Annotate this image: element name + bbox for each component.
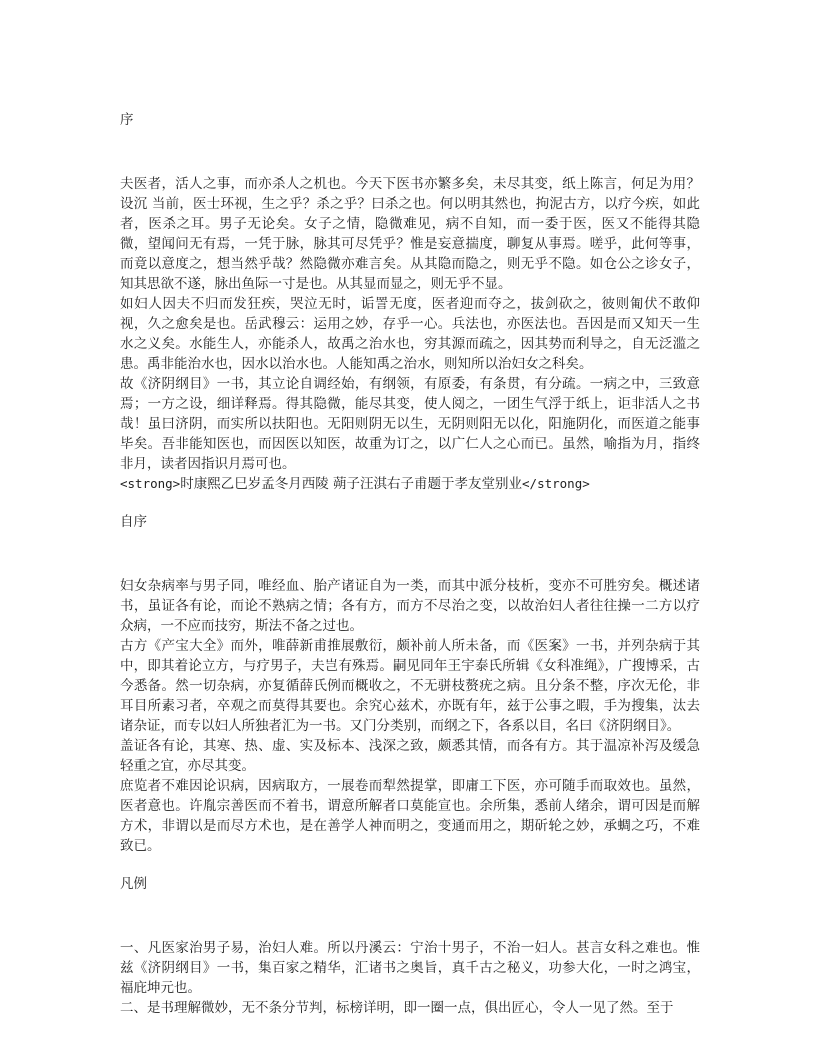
preface-signature [120, 474, 700, 494]
document-page [120, 110, 700, 1018]
preface-paragraph-1: 夫医者，活人之事，而亦杀人之机也。今天下医书亦繁多矣，未尽其变，纸上陈言，何足为用？设沉 当前，医士环视，生之乎？杀之乎？曰杀之也。何以明其然也，拘泥古方，以疗今疾，如此者，医杀之耳。男子无论矣。女子之情，隐微难见，病不自知，而一委于医，医又不能得其隐微，望闻问无有焉，一凭于脉，脉其可尽凭乎？惟是妄意揣度，聊复从事焉。嗟乎，此何等事，而竟以意度之，想当然乎哉？然隐微亦难言矣。从其隐而隐之，则无乎不隐。如仓公之诊女子，知其思欲不遂，脉出鱼际一寸是也。从其显而显之，则无乎不显。 [120, 176, 700, 292]
author-preface-paragraph-4: 庶览者不难因论识病，因病取方，一展卷而犁然提掌，即庸工下医，亦可随手而取效也。虽然，医者意也。许胤宗善医而不着书，谓意所解者口莫能宣也。余所集，悉前人绪余，谓可因是而解方术，非谓以是而尽方术也，是在善学人神而明之，变通而用之，期斫轮之妙，承蜩之巧，不难致已。 [120, 778, 700, 854]
signature-text: 时康熙乙巳岁孟冬月西陵 蒴子汪淇右子甫题于孝友堂别业 [180, 476, 523, 492]
preface-paragraph-2: 如妇人因夫不归而发狂疾，哭泣无时，诟詈无度，医者迎而夺之，拔剑砍之，彼则匍伏不敢仰视，久之愈矣是也。岳武穆云：运用之妙，存乎一心。兵法也，亦医法也。吾因是而又知天一生水之义矣。水能生人，亦能杀人，故禹之治水也，穷其源而疏之，因其势而利导之，自无泛滥之患。禹非能治水也，因水以治水也。人能知禹之治水，则知所以治妇女之科矣。 [120, 296, 700, 372]
preface-paragraph-3: 故《济阴纲目》一书，其立论自调经始，有纲领，有原委，有条贯，有分疏。一病之中，三致意焉；一方之设，细详释焉。得其隐微，能尽其变，使人阅之，一团生气浮于纸上，讵非活人之书哉！虽曰济阴，而实所以扶阳也。无阳则阴无以生，无阴则阳无以化，阳施阴化，而医道之能事毕矣。吾非能知医也，而因医以知医，故重为订之，以广仁人之心而已。虽然，喻指为月，指终非月，读者因指识月焉可也。 [120, 376, 700, 472]
signature-close-tag: </strong> [522, 476, 590, 491]
spacer [120, 856, 700, 874]
spacer [120, 894, 700, 938]
author-preface-paragraph-1: 妇女杂病率与男子同，唯经血、胎产诸证自为一类，而其中派分枝析，变亦不可胜穷矣。概述诸书，虽证各有论，而论不熟病之情；各有方，而方不尽治之变，以故治妇人者往往操一二方以疗众病，一不应而技穷，斯法不备之过也。 [120, 578, 700, 634]
author-preface-paragraph-2: 古方《产宝大全》而外，唯薛新甫推展敷衍，颇补前人所未备，而《医案》一书，并列杂病于其中，即其着论立方，与疗男子，夫岂有殊焉。嗣见同年王宇泰氏所辑《女科准绳》，广搜博采，古今悉备。然一切杂病，亦复循薛氏例而概收之，不无骈枝赘疣之病。且分条不整，序次无伦，非耳目所素习者，卒观之而莫得其要也。余究心兹术，亦既有年，兹于公事之暇，手为搜集，汰去诸杂证，而专以妇人所独者汇为一书。又门分类别，而纲之下，各系以目，名曰《济阴纲目》。 [120, 638, 700, 734]
spacer [120, 494, 700, 512]
general-rules-heading: 凡例 [120, 876, 147, 892]
preface-heading: 序 [120, 112, 134, 128]
author-preface-heading: 自序 [120, 514, 147, 530]
spacer [120, 130, 700, 174]
spacer [120, 532, 700, 576]
general-rules-item-2: 二、是书理解微妙，无不条分节判，标榜详明，即一圈一点，俱出匠心，令人一见了然。至于 [120, 1000, 674, 1016]
signature-open-tag: <strong> [120, 476, 181, 491]
author-preface-paragraph-3: 盖证各有论，其寒、热、虚、实及标本、浅深之致，颇悉其情，而各有方。其于温凉补泻及缓急轻重之宜，亦尽其变。 [120, 738, 700, 774]
general-rules-item-1: 一、凡医家治男子易，治妇人难。所以丹溪云：宁治十男子，不治一妇人。甚言女科之难也。惟兹《济阴纲目》一书，集百家之精华，汇诸书之奥旨，真千古之秘义，功参大化，一时之鸿宝，福庇坤元也。 [120, 940, 700, 996]
